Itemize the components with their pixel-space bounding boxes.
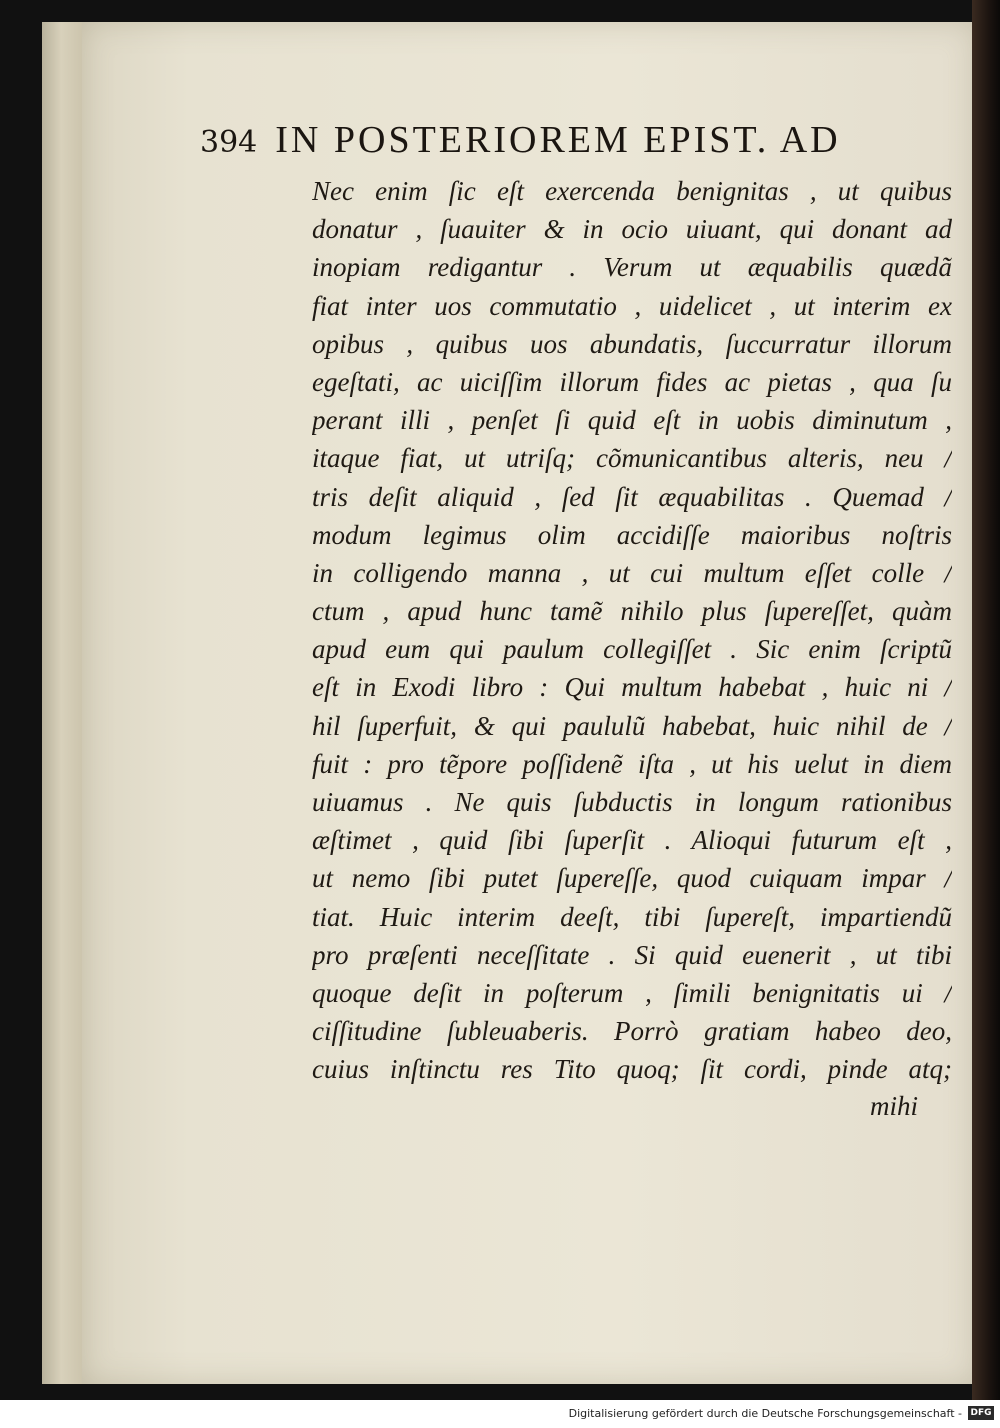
text-line: pro præſenti neceſſitate . Si quid euenerit , ut tibi: [312, 939, 952, 970]
text-line: quoque deſit in poſterum , ſimili benignitatis ui /: [312, 977, 952, 1008]
running-head-title: IN POSTERIOREM EPIST. AD: [275, 119, 841, 161]
text-line: tris deſit aliquid , ſed ſit æquabilitas . Quemad /: [312, 481, 952, 512]
text-line: fuit : pro tẽpore poſſidenẽ iſta , ut his uelut in diem: [312, 748, 952, 779]
funding-credit: Digitalisierung gefördert durch die Deutsche Forschungsgemeinschaft -: [568, 1407, 962, 1420]
text-line: apud eum qui paulum collegiſſet . Sic enim ſcriptũ: [312, 634, 952, 665]
catchword: mihi: [870, 1091, 919, 1121]
text-line: perant illi , penſet ſi quid eſt in uobis diminutum ,: [312, 405, 952, 436]
text-line: fiat inter uos commutatio , uidelicet , ut interim ex: [312, 290, 952, 321]
running-head: [200, 118, 945, 164]
text-line: hil ſuperfuit, & qui paululũ habebat, huic nihil de /: [312, 710, 952, 741]
text-line: itaque fiat, ut utriſq; cõmunicantibus alteris, neu /: [312, 443, 952, 474]
text-line: Nec enim ſic eſt exercenda benignitas , ut quibus: [312, 176, 952, 206]
text-line: eſt in Exodi libro : Qui multum habebat , huic ni /: [312, 672, 952, 703]
footer-bar: [0, 1400, 1000, 1428]
text-line: inopiam redigantur . Verum ut æquabilis quædã: [312, 252, 952, 283]
text-line: cuius inſtinctu res Tito quoq; ſit cordi, pinde atq;: [312, 1054, 952, 1085]
dfg-logo-icon: DFG: [968, 1406, 994, 1420]
text-line: modum legimus olim accidiſſe maioribus noſtris: [312, 519, 952, 550]
text-line: æſtimet , quid ſibi ſuperſit . Alioqui futurum eſt ,: [312, 825, 952, 856]
text-line: tiat. Huic interim deeſt, tibi ſupereſt, impartiendũ: [312, 901, 952, 932]
text-line: ut nemo ſibi putet ſupereſſe, quod cuiquam impar /: [312, 863, 952, 894]
text-line: opibus , quibus uos abundatis, ſuccurratur illorum: [312, 328, 952, 359]
text-line: in colligendo manna , ut cui multum eſſet colle /: [312, 557, 952, 588]
page-number: 394: [200, 125, 258, 160]
book-spine: [972, 0, 1000, 1400]
text-line: donatur , ſuauiter & in ocio uiuant, qui donant ad: [312, 214, 952, 245]
text-line: ctum , apud hunc tamẽ nihilo plus ſupereſſet, quàm: [312, 596, 952, 627]
text-line: ciſſitudine ſubleuaberis. Porrò gratiam habeo deo,: [312, 1016, 952, 1047]
text-block: [312, 172, 952, 1089]
text-line: uiuamus . Ne quis ſubductis in longum rationibus: [312, 787, 952, 817]
text-line: egeſtati, ac uiciſſim illorum fides ac pietas , qua ſu: [312, 366, 952, 397]
